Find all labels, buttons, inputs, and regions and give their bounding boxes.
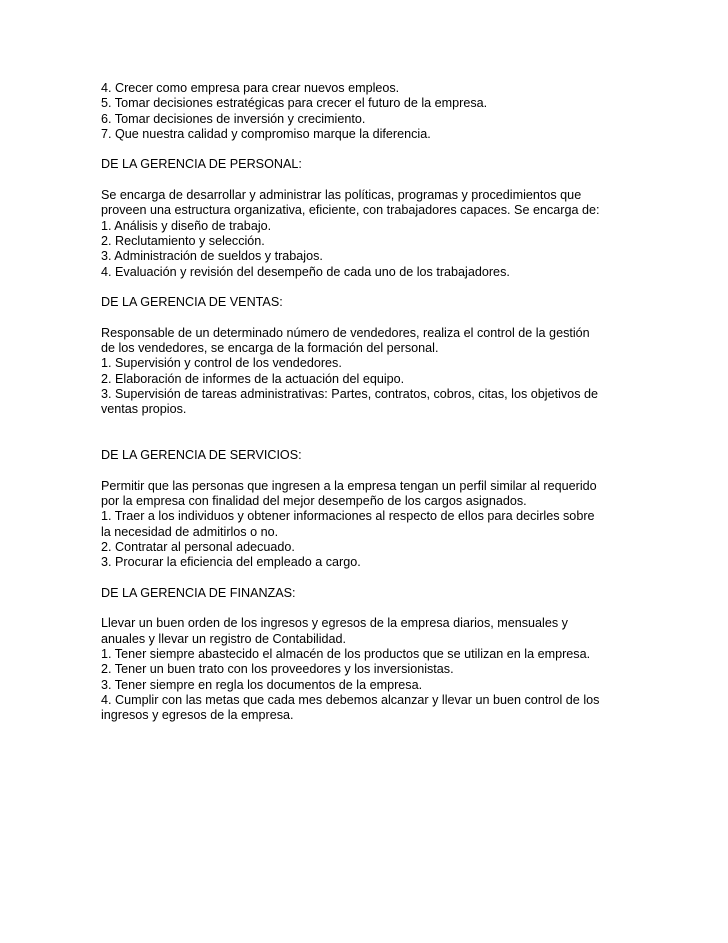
list-item: 3. Tener siempre en regla los documentos de la empresa. [101, 677, 423, 692]
list-item: 1. Supervisión y control de los vendedores. [101, 356, 342, 371]
section-heading: DE LA GERENCIA DE FINANZAS: [101, 585, 296, 600]
document-page [101, 81, 631, 723]
list-item: 1. Tener siempre abastecido el almacén de los productos que se utilizan en la empresa. [101, 646, 591, 661]
list-item: 2. Contratar al personal adecuado. [101, 539, 295, 554]
list-item: 1. Análisis y diseño de trabajo. [101, 218, 272, 233]
section-heading: DE LA GERENCIA DE PERSONAL: [101, 157, 302, 172]
paragraph-line: proveen una estructura organizativa, eficiente, con trabajadores capaces. Se encarga de: [101, 203, 600, 218]
paragraph-line: anuales y llevar un registro de Contabilidad. [101, 631, 347, 646]
list-item: 3. Supervisión de tareas administrativas: Partes, contratos, cobros, citas, los objetivos de [101, 386, 598, 401]
section-ventas [101, 295, 631, 417]
section-heading: DE LA GERENCIA DE SERVICIOS: [101, 448, 302, 463]
paragraph-line: Permitir que las personas que ingresen a la empresa tengan un perfil similar al requerido [101, 478, 597, 493]
list-item: 1. Traer a los individuos y obtener informaciones al respecto de ellos para decirles sobre [101, 509, 595, 524]
list-item: 4. Evaluación y revisión del desempeño de cada uno de los trabajadores. [101, 264, 510, 279]
list-item: ingresos y egresos de la empresa. [101, 708, 294, 723]
list-item: 3. Procurar la eficiencia del empleado a cargo. [101, 555, 361, 570]
section-personal [101, 157, 631, 279]
list-item: 4. Crecer como empresa para crear nuevos empleos. [101, 81, 400, 95]
list-item: 2. Reclutamiento y selección. [101, 233, 265, 248]
list-item: 7. Que nuestra calidad y compromiso marque la diferencia. [101, 126, 431, 141]
list-item: 5. Tomar decisiones estratégicas para crecer el futuro de la empresa. [101, 96, 488, 111]
list-item: 2. Tener un buen trato con los proveedores y los inversionistas. [101, 662, 454, 677]
intro-list [101, 81, 631, 142]
paragraph-line: Responsable de un determinado número de vendedores, realiza el control de la gestión [101, 325, 590, 340]
paragraph-line: Se encarga de desarrollar y administrar las políticas, programas y procedimientos que [101, 188, 582, 203]
section-finanzas [101, 586, 631, 724]
section-heading: DE LA GERENCIA DE VENTAS: [101, 295, 283, 310]
list-item: 3. Administración de sueldos y trabajos. [101, 249, 323, 264]
list-item: 4. Cumplir con las metas que cada mes debemos alcanzar y llevar un buen control de los [101, 692, 600, 707]
section-servicios [101, 448, 631, 570]
list-item: 2. Elaboración de informes de la actuación del equipo. [101, 371, 405, 386]
list-item: ventas propios. [101, 402, 187, 417]
paragraph-line: de los vendedores, se encarga de la formación del personal. [101, 341, 439, 356]
paragraph-line: Llevar un buen orden de los ingresos y egresos de la empresa diarios, mensuales y [101, 616, 568, 631]
list-item: 6. Tomar decisiones de inversión y crecimiento. [101, 111, 366, 126]
paragraph-line: por la empresa con finalidad del mejor desempeño de los cargos asignados. [101, 494, 527, 509]
list-item: la necesidad de admitirlos o no. [101, 524, 279, 539]
